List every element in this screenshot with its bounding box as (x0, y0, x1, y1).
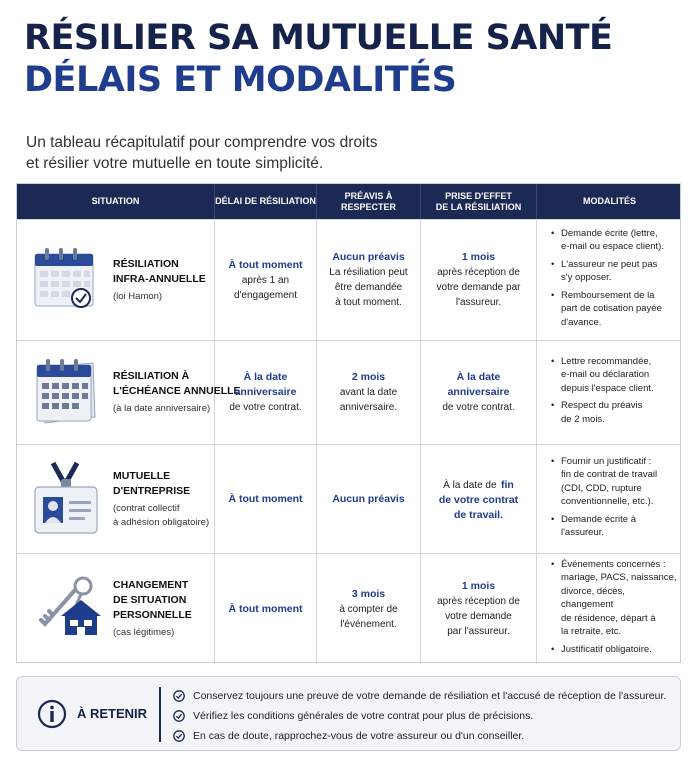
header-situation: SITUATION (17, 184, 215, 219)
badge-icon (31, 461, 101, 539)
prise-effet-cell: À la date anniversaire de votre contrat. (421, 341, 537, 444)
list-item: • Respect du préavis de 2 mois. (551, 399, 678, 426)
list-item: Vérifiez les conditions générales de votre contrat pour plus de précisions. (173, 706, 666, 726)
table-header (17, 184, 680, 219)
header-prise-effet: PRISE D'EFFET DE LA RÉSILIATION (421, 184, 537, 219)
prise-effet-cell: À la date de fin de votre contrat de travail. (421, 445, 537, 553)
check-circle-icon (173, 730, 185, 742)
modalites-cell (537, 341, 682, 444)
header-modalites: MODALITÉS (583, 196, 636, 206)
retain-label: À RETENIR (77, 706, 148, 721)
retain-box (16, 676, 681, 751)
preavis-cell: Aucun préavis La résiliation peut être demandée à tout moment. (317, 220, 421, 340)
summary-table (16, 183, 681, 663)
table-row (17, 219, 680, 340)
header-delai: DÉLAI DE RÉSILIATION (215, 184, 317, 219)
list-item: • Justificatif obligatoire. (551, 643, 678, 657)
list-item: • Fournir un justificatif : fin de contrat de travail (CDI, CDD, rupture conventionnelle, etc.). (551, 455, 678, 509)
prise-effet-cell: 1 mois après réception de votre demande par l'assureur. (421, 554, 537, 664)
info-icon (37, 699, 67, 729)
preavis-cell: 3 mois à compter de l'événement. (317, 554, 421, 664)
preavis-cell: 2 mois avant la date anniversaire. (317, 341, 421, 444)
situation-name: RÉSILIATION À L'ÉCHÉANCE ANNUELLE (113, 370, 241, 397)
house-keys-icon (31, 574, 105, 638)
list-item: • L'assureur ne peut pas s'y opposer. (551, 258, 678, 285)
delai-cell: À la date anniversaire de votre contrat. (215, 341, 317, 444)
page-title-line2: DÉLAIS ET MODALITÉS (24, 60, 457, 100)
situation-detail: (à la date anniversaire) (113, 403, 211, 414)
page-title-line1: RÉSILIER SA MUTUELLE SANTÉ (24, 18, 613, 58)
list-item: Conservez toujours une preuve de votre demande de résiliation et l'accusé de réception de l'assureur. (173, 686, 666, 706)
list-item: • Demande écrite à l'assureur. (551, 513, 678, 540)
header-preavis: PRÉAVIS À RESPECTER (317, 184, 421, 219)
modalites-cell (537, 445, 682, 553)
modalites-cell (537, 220, 682, 340)
list-item: • Événements concernés : mariage, PACS, naissance, divorce, décès, changement de résidence, départ à la retraite, etc. (551, 558, 678, 639)
calendar-icon (31, 355, 99, 427)
page-subtitle: Un tableau récapitulatif pour comprendre vos droits et résilier votre mutuelle en toute simplicité. (26, 134, 378, 172)
situation-detail: (contrat collectif à adhésion obligatoire) (113, 502, 210, 528)
list-item: • Remboursement de la part de cotisation payée d'avance. (551, 289, 678, 330)
delai-cell: À tout moment (215, 554, 317, 664)
situation-name: RÉSILIATION INFRA-ANNUELLE (113, 257, 206, 285)
preavis-cell: Aucun préavis (317, 445, 421, 553)
list-item: • Demande écrite (lettre, e-mail ou espace client). (551, 227, 678, 254)
delai-cell: À tout moment après 1 an d'engagement (215, 220, 317, 340)
check-circle-icon (173, 710, 185, 722)
modalites-cell (537, 554, 682, 664)
table-row (17, 340, 680, 444)
check-circle-icon (173, 690, 185, 702)
situation-name: MUTUELLE D'ENTREPRISE (113, 469, 191, 497)
list-item: En cas de doute, rapprochez-vous de votre assureur ou d'un conseiller. (173, 726, 666, 746)
table-row (17, 553, 680, 664)
prise-effet-cell: 1 mois après réception de votre demande par l'assureur. (421, 220, 537, 340)
situation-name: CHANGEMENT DE SITUATION PERSONNELLE (113, 579, 192, 621)
list-item: • Lettre recommandée, e-mail ou déclaration depuis l'espace client. (551, 355, 678, 396)
delai-cell: À tout moment (215, 445, 317, 553)
divider (159, 687, 161, 742)
situation-detail: (loi Hamon) (113, 290, 163, 302)
table-row (17, 444, 680, 553)
situation-detail: (cas légitimes) (113, 627, 175, 638)
calendar-check-icon (31, 246, 99, 312)
